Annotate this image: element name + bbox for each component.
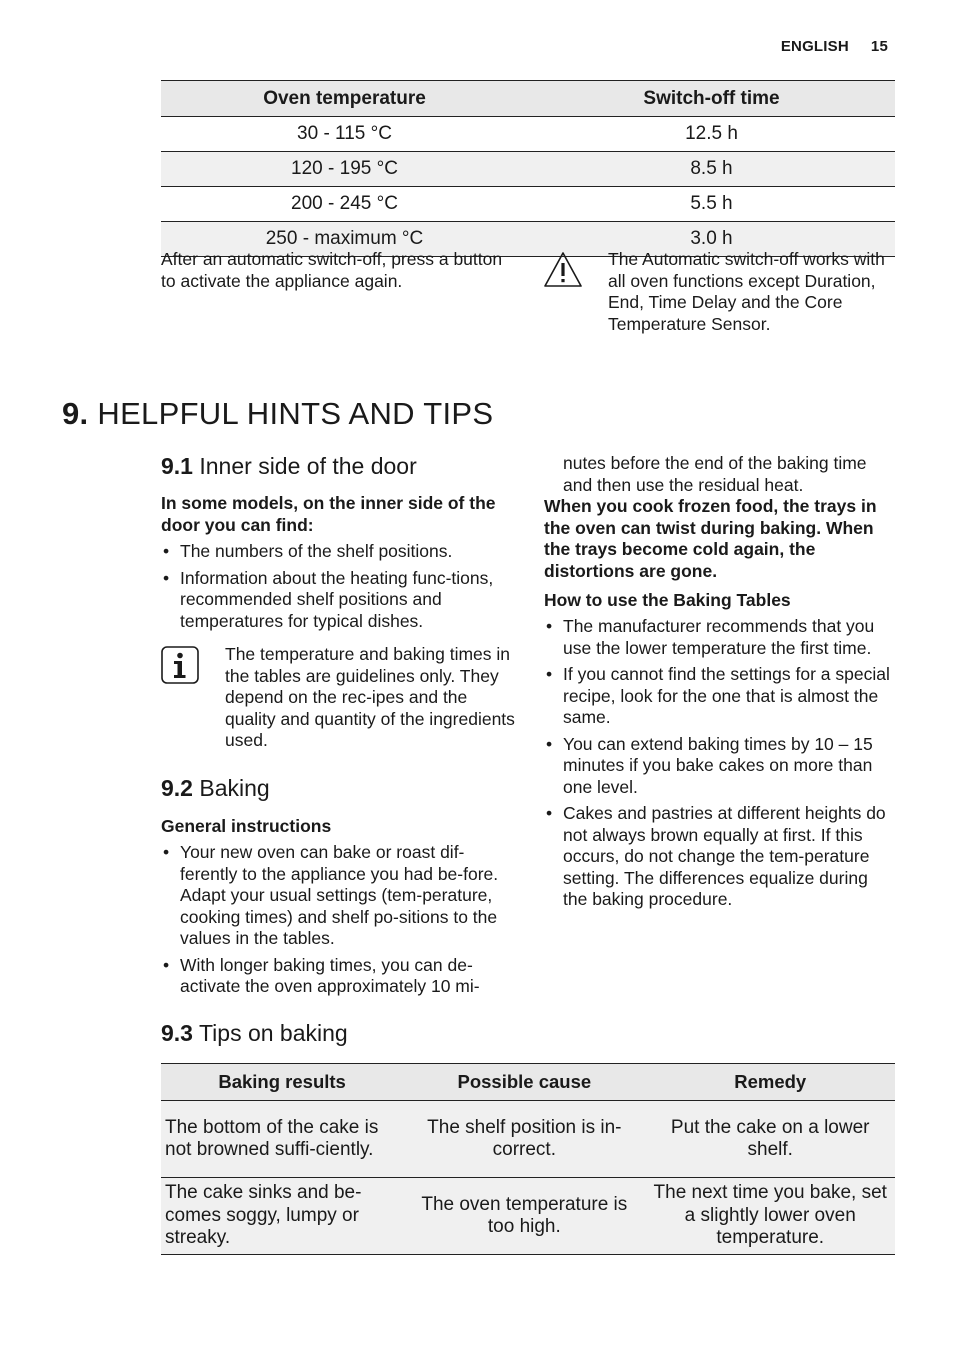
frozen-food-note: When you cook frozen food, the trays in the oven can twist during baking. When the trays become cold again, the distortions are gone. xyxy=(544,496,877,581)
list-item: • You can extend baking times by 10 – 15 minutes if you bake cakes on more than one level. xyxy=(544,734,894,799)
table-cell: 3.0 h xyxy=(528,222,895,257)
baking-tables-heading: How to use the Baking Tables xyxy=(544,590,791,610)
table-cell: 30 - 115 °C xyxy=(161,117,528,152)
section-number: 9.3 xyxy=(161,1020,193,1046)
info-icon xyxy=(161,646,199,684)
column-header: Remedy xyxy=(645,1064,895,1101)
table-row xyxy=(161,1101,895,1178)
table-header-row xyxy=(161,81,895,117)
table-cell: 8.5 h xyxy=(528,152,895,187)
warning-icon xyxy=(543,251,583,289)
chapter-number: 9. xyxy=(62,396,89,431)
door-list xyxy=(161,541,501,637)
column-header: Possible cause xyxy=(403,1064,645,1101)
list-item: • If you cannot find the settings for a special recipe, look for the one that is almost the same. xyxy=(544,664,894,729)
table-cell: The next time you bake, set a slightly lower oven temperature. xyxy=(645,1178,895,1255)
section-heading-9-1 xyxy=(161,453,417,480)
list-item: • Cakes and pastries at different heights do not always brown equally at first. If this occurs, do not change the tem-perature setting. The differences equalize during the baking procedure. xyxy=(544,803,894,911)
column-header: Oven temperature xyxy=(161,81,528,117)
table-cell: 250 - maximum °C xyxy=(161,222,528,257)
section-heading-9-3 xyxy=(161,1020,348,1047)
list-item-continuation: nutes before the end of the baking time and then use the residual heat. xyxy=(563,453,867,495)
section-number: 9.2 xyxy=(161,775,193,801)
section-title: Inner side of the door xyxy=(199,453,417,479)
door-intro: In some models, on the inner side of the door you can find: xyxy=(161,493,496,535)
list-item: • With longer baking times, you can de-activate the oven approximately 10 mi- xyxy=(161,955,506,998)
table-cell: 12.5 h xyxy=(528,117,895,152)
list-item: • The manufacturer recommends that you use the lower temperature the first time. xyxy=(544,616,894,659)
column-header: Switch-off time xyxy=(528,81,895,117)
switch-off-note: After an automatic switch-off, press a button to activate the appliance again. xyxy=(161,249,503,291)
table-cell: 120 - 195 °C xyxy=(161,152,528,187)
column-header: Baking results xyxy=(161,1064,403,1101)
table-cell: The shelf position is in-correct. xyxy=(403,1101,645,1178)
language-label: ENGLISH xyxy=(780,38,849,55)
baking-tables-list xyxy=(544,616,894,916)
table-cell: The oven temperature is too high. xyxy=(403,1178,645,1255)
list-item: • Your new oven can bake or roast dif-ferently to the appliance you had be-fore. Adapt your usual settings (tem-perature, cooking times) and shelf po-sitions to the values in the tables. xyxy=(161,842,506,950)
general-instructions-list xyxy=(161,842,506,1003)
switch-off-table xyxy=(161,80,895,257)
section-title: Tips on baking xyxy=(198,1020,348,1046)
table-header-row xyxy=(161,1064,895,1101)
table-cell: The cake sinks and be-comes soggy, lumpy or streaky. xyxy=(161,1178,403,1255)
section-title: Baking xyxy=(199,775,270,801)
table-cell: The bottom of the cake is not browned suffi-ciently. xyxy=(161,1101,403,1178)
baking-tips-table xyxy=(161,1063,895,1255)
list-item: • Information about the heating func-tions, recommended shelf positions and temperatures for typical dishes. xyxy=(161,568,501,633)
chapter-title xyxy=(62,396,493,432)
table-cell: 200 - 245 °C xyxy=(161,187,528,222)
section-number: 9.1 xyxy=(161,453,193,479)
table-cell: 5.5 h xyxy=(528,187,895,222)
table-row xyxy=(161,187,895,222)
warning-note: The Automatic switch-off works with all oven functions except Duration, End, Time Delay and the Core Temperature Sensor. xyxy=(608,249,885,334)
page-header xyxy=(781,38,888,55)
page-number: 15 xyxy=(870,38,888,55)
general-instructions-heading: General instructions xyxy=(161,816,332,836)
table-row xyxy=(161,1178,895,1255)
section-heading-9-2 xyxy=(161,775,270,802)
list-item: • The numbers of the shelf positions. xyxy=(161,541,501,563)
table-cell: Put the cake on a lower shelf. xyxy=(645,1101,895,1178)
table-row xyxy=(161,152,895,187)
chapter-title-text: HELPFUL HINTS AND TIPS xyxy=(97,396,494,431)
info-note: The temperature and baking times in the tables are guidelines only. They depend on the rec-ipes and the quality and quantity of the ingredients used. xyxy=(225,644,515,750)
table-row xyxy=(161,117,895,152)
